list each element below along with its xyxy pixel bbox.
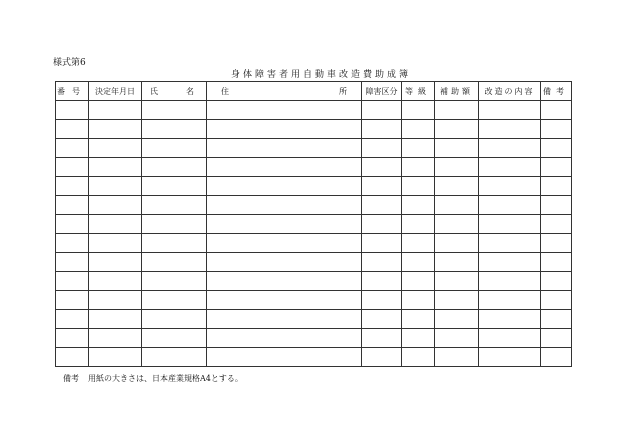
cell-remarks [541,272,572,291]
cell-modification-content [479,291,541,310]
cell-decision-date [89,215,142,234]
cell-disability-class [362,215,402,234]
cell-address [207,215,362,234]
cell-decision-date [89,272,142,291]
column-header-disability-class: 障害区分 [362,82,402,101]
cell-subsidy-amount [435,139,479,158]
cell-address [207,329,362,348]
cell-name [142,291,207,310]
cell-modification-content [479,177,541,196]
cell-grade [402,291,435,310]
cell-number [56,234,89,253]
table-row [56,310,572,329]
cell-address [207,310,362,329]
column-header-number: 番号 [56,82,89,101]
cell-name [142,272,207,291]
cell-number [56,139,89,158]
cell-remarks [541,291,572,310]
cell-address [207,196,362,215]
cell-address [207,291,362,310]
cell-subsidy-amount [435,272,479,291]
cell-number [56,215,89,234]
cell-modification-content [479,139,541,158]
cell-modification-content [479,329,541,348]
table-row [56,329,572,348]
form-number: 様式第6 [53,58,86,68]
column-header-address [207,82,362,101]
cell-decision-date [89,101,142,120]
table-row [56,139,572,158]
cell-number [56,101,89,120]
cell-name [142,253,207,272]
cell-grade [402,253,435,272]
column-header-remarks: 備考 [541,82,572,101]
subsidy-register-table [55,81,572,367]
table-row [56,177,572,196]
cell-decision-date [89,253,142,272]
cell-disability-class [362,101,402,120]
cell-grade [402,196,435,215]
column-header-address-right: 所 [339,86,347,96]
table-row [56,158,572,177]
cell-remarks [541,196,572,215]
cell-remarks [541,310,572,329]
cell-subsidy-amount [435,196,479,215]
cell-modification-content [479,101,541,120]
cell-name [142,329,207,348]
cell-address [207,101,362,120]
cell-subsidy-amount [435,215,479,234]
cell-decision-date [89,196,142,215]
cell-disability-class [362,329,402,348]
cell-decision-date [89,291,142,310]
cell-address [207,253,362,272]
column-header-name [142,82,207,101]
cell-number [56,348,89,367]
cell-grade [402,101,435,120]
cell-subsidy-amount [435,291,479,310]
cell-decision-date [89,158,142,177]
cell-decision-date [89,139,142,158]
cell-number [56,177,89,196]
cell-number [56,329,89,348]
cell-number [56,158,89,177]
register-body [56,101,572,367]
cell-disability-class [362,196,402,215]
cell-number [56,272,89,291]
column-header-subsidy-amount: 補助額 [435,82,479,101]
column-header-modification-content: 改造の内容 [479,82,541,101]
table-row [56,348,572,367]
cell-address [207,158,362,177]
footnote [63,373,243,384]
cell-modification-content [479,158,541,177]
cell-remarks [541,177,572,196]
cell-address [207,139,362,158]
cell-name [142,177,207,196]
cell-name [142,348,207,367]
cell-number [56,291,89,310]
cell-number [56,310,89,329]
cell-disability-class [362,139,402,158]
cell-subsidy-amount [435,253,479,272]
cell-disability-class [362,158,402,177]
cell-decision-date [89,329,142,348]
table-row [56,215,572,234]
cell-name [142,215,207,234]
cell-grade [402,310,435,329]
cell-decision-date [89,234,142,253]
cell-disability-class [362,272,402,291]
cell-address [207,234,362,253]
cell-grade [402,234,435,253]
cell-remarks [541,348,572,367]
table-row [56,120,572,139]
cell-decision-date [89,177,142,196]
cell-name [142,101,207,120]
cell-grade [402,120,435,139]
cell-decision-date [89,120,142,139]
cell-modification-content [479,215,541,234]
cell-address [207,272,362,291]
cell-remarks [541,329,572,348]
cell-name [142,310,207,329]
table-row [56,196,572,215]
cell-decision-date [89,310,142,329]
cell-modification-content [479,120,541,139]
cell-grade [402,329,435,348]
cell-disability-class [362,177,402,196]
cell-subsidy-amount [435,158,479,177]
cell-grade [402,348,435,367]
cell-grade [402,177,435,196]
cell-remarks [541,158,572,177]
cell-subsidy-amount [435,348,479,367]
table-row [56,291,572,310]
cell-disability-class [362,348,402,367]
cell-grade [402,158,435,177]
table-row [56,253,572,272]
table-row [56,101,572,120]
cell-disability-class [362,310,402,329]
column-header-name-left: 氏 [150,86,158,96]
cell-decision-date [89,348,142,367]
cell-name [142,234,207,253]
cell-grade [402,272,435,291]
cell-remarks [541,120,572,139]
column-header-name-right: 名 [186,86,194,96]
column-header-address-left: 住 [221,86,229,96]
cell-modification-content [479,234,541,253]
header-row [56,82,572,101]
cell-remarks [541,253,572,272]
footnote-text: 用紙の大きさは、日本産業規格A4とする。 [88,374,243,383]
cell-modification-content [479,348,541,367]
table-row [56,234,572,253]
cell-subsidy-amount [435,177,479,196]
cell-subsidy-amount [435,310,479,329]
cell-disability-class [362,253,402,272]
cell-modification-content [479,196,541,215]
cell-modification-content [479,310,541,329]
cell-subsidy-amount [435,120,479,139]
cell-address [207,120,362,139]
cell-grade [402,215,435,234]
table-row [56,272,572,291]
cell-disability-class [362,291,402,310]
cell-number [56,120,89,139]
cell-remarks [541,101,572,120]
cell-remarks [541,215,572,234]
cell-remarks [541,234,572,253]
cell-subsidy-amount [435,234,479,253]
cell-number [56,253,89,272]
cell-grade [402,139,435,158]
document-title: 身体障害者用自動車改造費助成簿 [230,70,411,80]
cell-address [207,177,362,196]
cell-subsidy-amount [435,101,479,120]
cell-address [207,348,362,367]
cell-modification-content [479,272,541,291]
cell-subsidy-amount [435,329,479,348]
cell-name [142,120,207,139]
cell-name [142,139,207,158]
column-header-decision-date: 決定年月日 [89,82,142,101]
footnote-label: 備考 [63,374,79,383]
column-header-grade: 等級 [402,82,435,101]
cell-name [142,158,207,177]
cell-name [142,196,207,215]
cell-number [56,196,89,215]
cell-disability-class [362,120,402,139]
cell-modification-content [479,253,541,272]
cell-disability-class [362,234,402,253]
cell-remarks [541,139,572,158]
